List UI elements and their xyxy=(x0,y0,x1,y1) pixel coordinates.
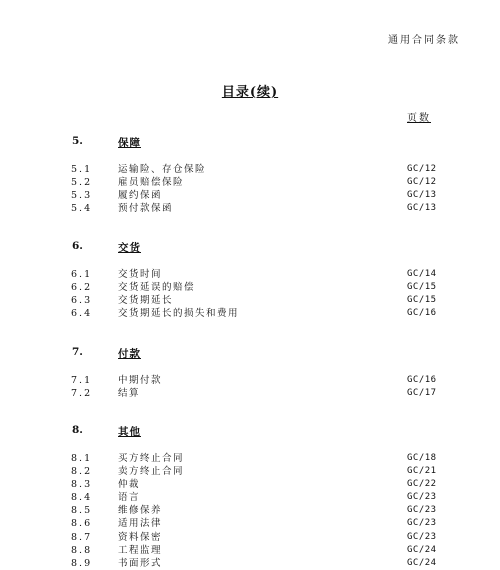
toc-row xyxy=(0,557,500,570)
section-name: 付款 xyxy=(118,348,141,360)
item-page: GC/23 xyxy=(407,492,437,503)
item-page: GC/24 xyxy=(407,544,437,555)
item-page: GC/23 xyxy=(407,505,437,516)
item-number: 8.2 xyxy=(71,466,93,478)
section-items xyxy=(0,268,500,320)
toc-row xyxy=(0,517,500,530)
item-title: 中期付款 xyxy=(118,375,163,386)
item-title: 交货期延长的损失和费用 xyxy=(118,308,240,320)
item-page: GC/15 xyxy=(407,295,437,306)
item-number: 7.1 xyxy=(71,375,93,386)
toc-section-8 xyxy=(0,424,500,570)
item-title: 雇员赔偿保险 xyxy=(118,177,185,189)
section-heading xyxy=(0,240,500,256)
section-name: 保障 xyxy=(118,137,141,149)
item-number: 6.3 xyxy=(71,295,93,307)
toc-row xyxy=(0,387,500,400)
item-number: 8.3 xyxy=(71,479,93,491)
item-number: 5.4 xyxy=(71,203,93,215)
item-number: 6.4 xyxy=(71,308,93,320)
item-number: 6.2 xyxy=(71,282,93,294)
section-number: 7. xyxy=(72,346,83,358)
item-page: GC/23 xyxy=(407,531,437,542)
section-items xyxy=(0,163,500,215)
section-heading xyxy=(0,424,500,440)
section-items xyxy=(0,452,500,570)
item-title: 预付款保函 xyxy=(118,203,174,215)
section-heading xyxy=(0,346,500,362)
section-number: 8. xyxy=(72,424,83,436)
item-title: 买方终止合同 xyxy=(118,453,185,464)
item-title: 运输险、存仓保险 xyxy=(118,164,207,175)
item-page: GC/13 xyxy=(407,190,437,201)
item-title: 交货时间 xyxy=(118,269,163,280)
item-page: GC/15 xyxy=(407,282,437,293)
toc-row xyxy=(0,294,500,307)
item-title: 卖方终止合同 xyxy=(118,466,185,478)
section-number: 6. xyxy=(72,240,83,252)
item-number: 8.7 xyxy=(71,531,93,543)
item-title: 仲裁 xyxy=(118,479,141,491)
toc-row xyxy=(0,163,500,176)
item-number: 8.6 xyxy=(71,518,93,530)
section-items xyxy=(0,374,500,400)
item-number: 6.1 xyxy=(71,269,93,280)
item-page: GC/22 xyxy=(407,479,437,490)
item-page: GC/16 xyxy=(407,375,437,385)
item-number: 8.9 xyxy=(71,557,93,569)
item-page: GC/12 xyxy=(407,164,437,174)
toc-section-5 xyxy=(0,135,500,215)
item-number: 5.1 xyxy=(71,164,93,175)
toc-row xyxy=(0,307,500,320)
section-name: 交货 xyxy=(118,242,141,254)
section-number: 5. xyxy=(72,135,83,147)
toc-row xyxy=(0,491,500,504)
toc-row xyxy=(0,281,500,294)
item-title: 书面形式 xyxy=(118,557,163,569)
item-page: GC/24 xyxy=(407,557,437,568)
section-name: 其他 xyxy=(118,426,141,438)
item-number: 5.2 xyxy=(71,177,93,189)
toc-row xyxy=(0,544,500,557)
page-title: 目录(续) xyxy=(221,85,279,100)
toc-row xyxy=(0,531,500,544)
toc-row xyxy=(0,465,500,478)
item-number: 8.5 xyxy=(71,505,93,517)
pages-column-label: 页数 xyxy=(407,113,431,124)
toc-row xyxy=(0,374,500,387)
item-number: 8.8 xyxy=(71,544,93,556)
item-number: 7.2 xyxy=(71,388,93,400)
toc-section-6 xyxy=(0,240,500,320)
item-page: GC/17 xyxy=(407,388,437,399)
section-heading xyxy=(0,135,500,151)
item-page: GC/14 xyxy=(407,269,437,279)
item-title: 工程监理 xyxy=(118,544,163,556)
item-page: GC/21 xyxy=(407,466,437,477)
toc-row xyxy=(0,189,500,202)
toc-row xyxy=(0,176,500,189)
item-number: 5.3 xyxy=(71,190,93,202)
item-title: 语言 xyxy=(118,492,141,504)
item-page: GC/16 xyxy=(407,308,437,319)
toc-row xyxy=(0,452,500,465)
item-title: 交货期延长 xyxy=(118,295,174,307)
item-title: 履约保函 xyxy=(118,190,163,202)
toc-row xyxy=(0,504,500,517)
toc-row xyxy=(0,202,500,215)
item-page: GC/12 xyxy=(407,177,437,188)
item-page: GC/18 xyxy=(407,453,437,463)
toc-section-7 xyxy=(0,346,500,400)
running-header: 通用合同条款 xyxy=(388,35,460,46)
item-page: GC/23 xyxy=(407,518,437,529)
item-title: 结算 xyxy=(118,388,141,400)
toc-row xyxy=(0,268,500,281)
item-title: 资料保密 xyxy=(118,531,163,543)
item-title: 适用法律 xyxy=(118,518,163,530)
item-page: GC/13 xyxy=(407,203,437,214)
item-title: 交货延误的赔偿 xyxy=(118,282,196,294)
item-number: 8.1 xyxy=(71,453,93,464)
item-number: 8.4 xyxy=(71,492,93,504)
item-title: 维修保养 xyxy=(118,505,163,517)
toc-row xyxy=(0,478,500,491)
